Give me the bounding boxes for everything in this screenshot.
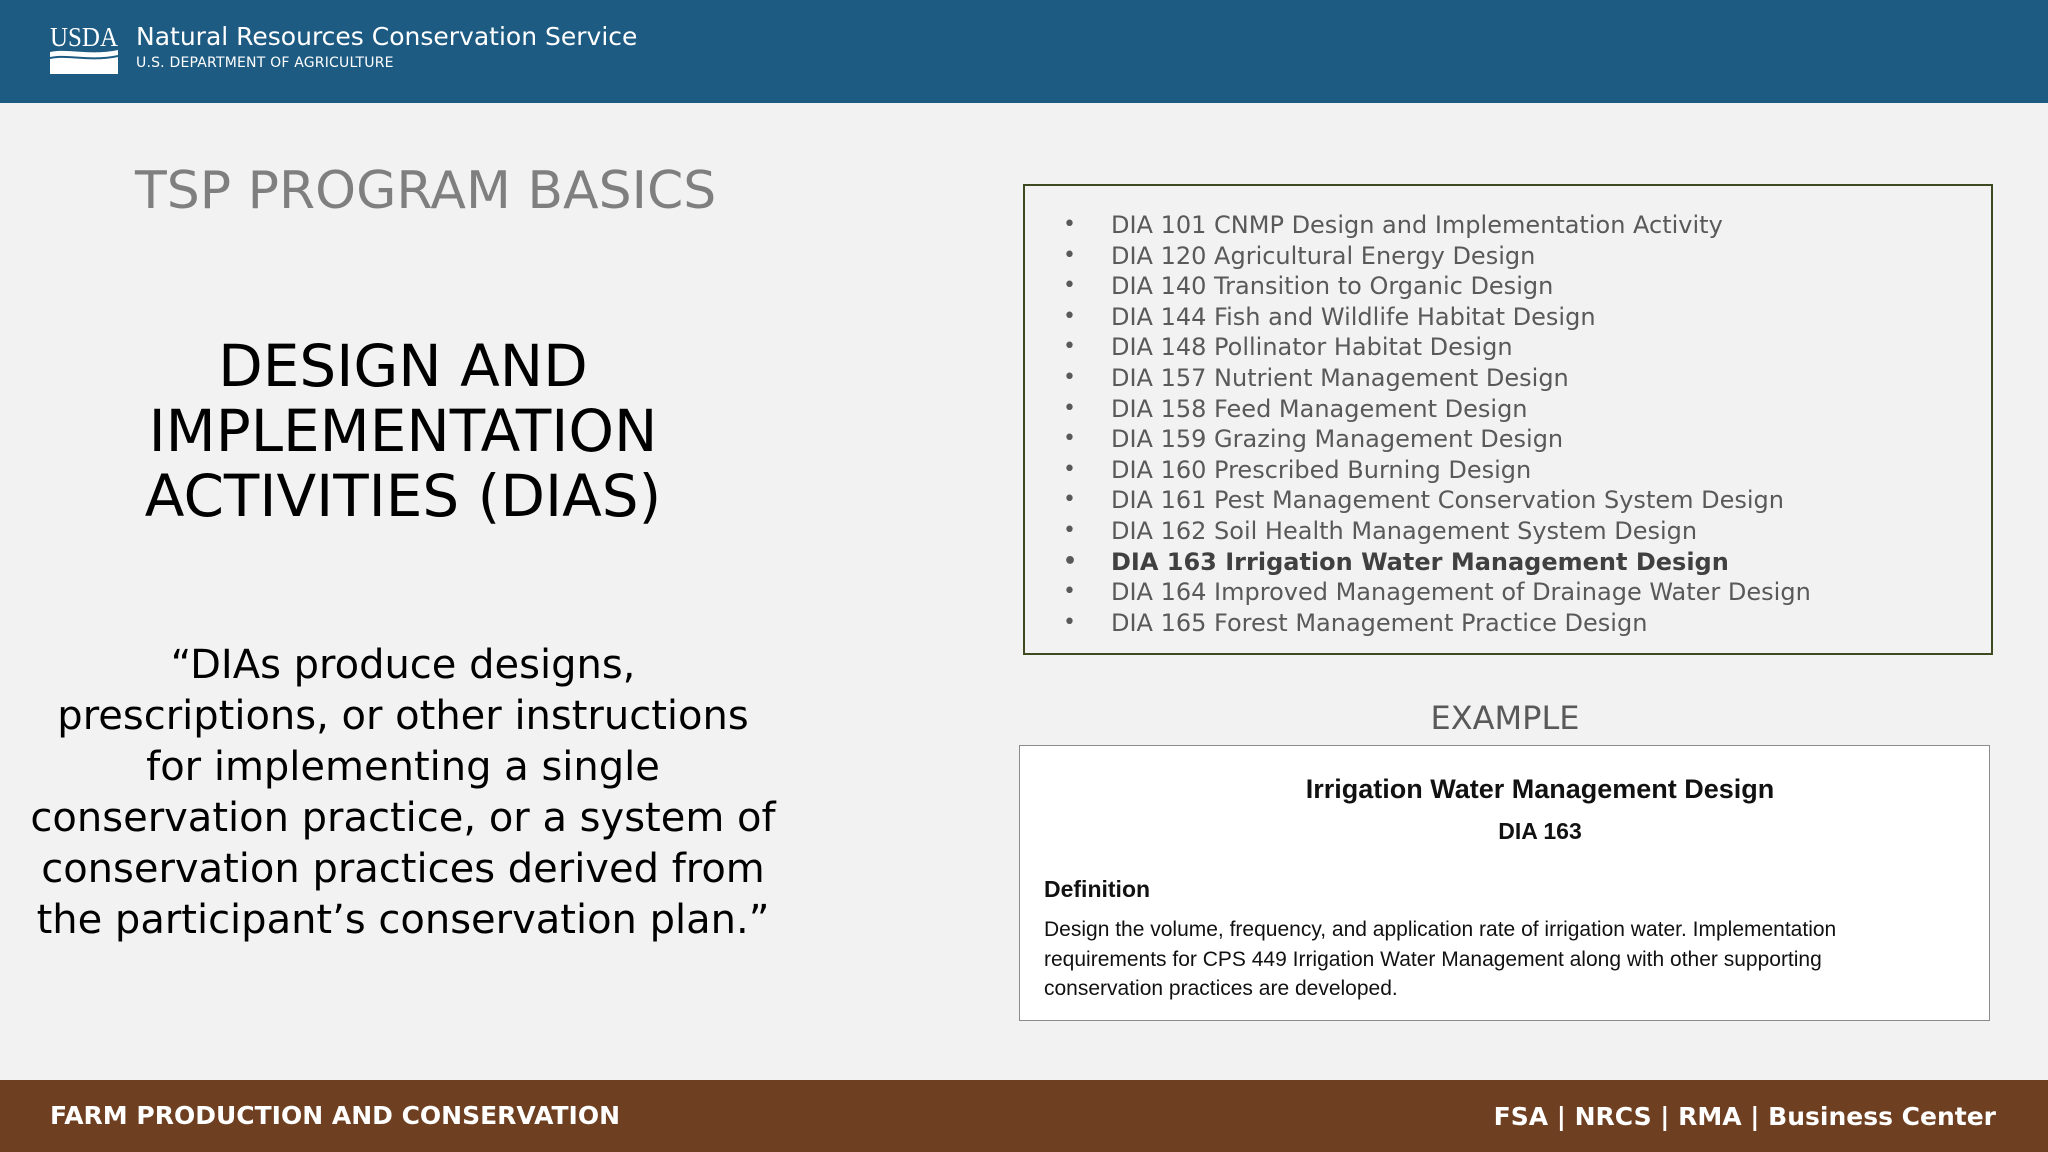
list-item: [1063, 516, 1811, 547]
list-item-highlighted: [1063, 547, 1811, 578]
bullet: •: [1063, 426, 1076, 452]
dia-list-box: [1023, 184, 1993, 655]
list-item-label: DIA 163 Irrigation Water Management Design: [1111, 547, 1729, 576]
bullet: •: [1063, 456, 1076, 482]
list-item: [1063, 394, 1811, 425]
bullet: •: [1063, 548, 1078, 574]
dia-list: [1063, 210, 1811, 638]
footer-banner: [0, 1080, 2048, 1152]
usda-logo: [50, 22, 120, 74]
list-item: [1063, 485, 1811, 516]
list-item: [1063, 241, 1811, 272]
list-item: [1063, 210, 1811, 241]
bullet: •: [1063, 303, 1076, 329]
example-label: EXAMPLE: [1430, 699, 1580, 737]
definition-heading: Definition: [1044, 876, 1151, 902]
list-item: [1063, 424, 1811, 455]
header-banner: [0, 0, 2048, 103]
main-title: DESIGN AND IMPLEMENTATION ACTIVITIES (DIAS): [144, 332, 662, 530]
bullet: •: [1063, 487, 1076, 513]
bullet: •: [1063, 364, 1076, 390]
list-item-label: DIA 160 Prescribed Burning Design: [1111, 455, 1532, 484]
definition-quote: “DIAs produce designs, prescriptions, or other instructions for implementing a single conservation practice, or a system of conservation practices derived from the participant’s conservation plan.”: [30, 642, 776, 943]
list-item-label: DIA 101 CNMP Design and Implementation Activity: [1111, 211, 1723, 239]
list-item-label: DIA 158 Feed Management Design: [1111, 394, 1528, 423]
list-item-label: DIA 120 Agricultural Energy Design: [1111, 241, 1536, 270]
bullet: •: [1063, 273, 1076, 299]
section-title: TSP PROGRAM BASICS: [135, 161, 717, 221]
list-item-label: DIA 140 Transition to Organic Design: [1111, 272, 1554, 301]
list-item-label: DIA 148 Pollinator Habitat Design: [1111, 333, 1513, 362]
list-item: [1063, 577, 1811, 608]
definition-text: Design the volume, frequency, and application rate of irrigation water. Implementation requirements for CPS 449 Irrigation Water Management along with other supporting conservation practices are developed.: [1044, 918, 1837, 1000]
list-item-label: DIA 157 Nutrient Management Design: [1111, 363, 1569, 392]
bullet: •: [1063, 334, 1076, 360]
list-item: [1063, 455, 1811, 486]
list-item: [1063, 608, 1811, 639]
bullet: •: [1063, 242, 1076, 268]
list-item-label: DIA 159 Grazing Management Design: [1111, 425, 1564, 454]
bullet: •: [1063, 212, 1076, 237]
example-title: Irrigation Water Management Design: [1305, 774, 1775, 804]
list-item: [1063, 302, 1811, 333]
agency-name: Natural Resources Conservation Service: [136, 22, 638, 51]
bullet: •: [1063, 579, 1076, 605]
list-item-label: DIA 164 Improved Management of Drainage Water Design: [1111, 578, 1811, 607]
list-item: [1063, 332, 1811, 363]
list-item-label: DIA 165 Forest Management Practice Design: [1111, 608, 1648, 637]
footer-right-text: FSA | NRCS | RMA | Business Center: [1493, 1102, 1996, 1131]
usda-logo-text: USDA: [50, 22, 119, 52]
bullet: •: [1063, 395, 1076, 421]
list-item: [1063, 363, 1811, 394]
list-item-label: DIA 161 Pest Management Conservation System Design: [1111, 486, 1784, 515]
list-item: [1063, 271, 1811, 302]
footer-left-text: FARM PRODUCTION AND CONSERVATION: [50, 1101, 621, 1130]
department-name: U.S. DEPARTMENT OF AGRICULTURE: [136, 55, 394, 71]
example-code: DIA 163: [1498, 818, 1582, 844]
list-item-label: DIA 144 Fish and Wildlife Habitat Design: [1111, 302, 1596, 331]
bullet: •: [1063, 609, 1076, 635]
list-item-label: DIA 162 Soil Health Management System Design: [1111, 516, 1698, 545]
bullet: •: [1063, 517, 1076, 543]
example-box: [1019, 745, 1990, 1021]
